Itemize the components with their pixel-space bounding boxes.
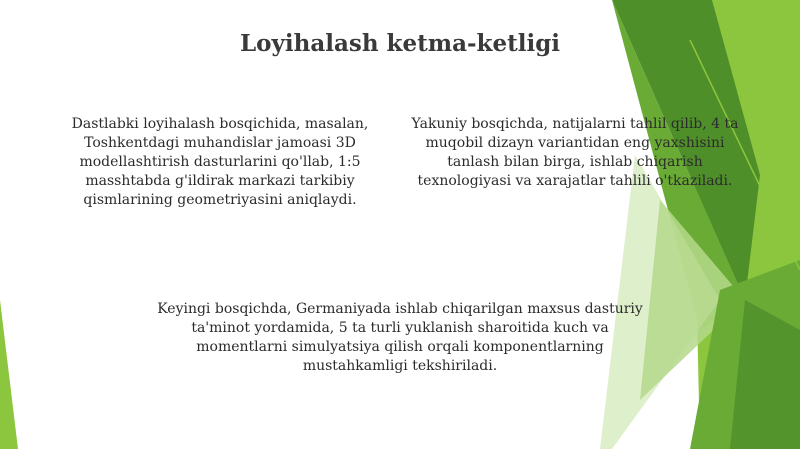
- paragraph-next-stage: Keyingi bosqichda, Germaniyada ishlab chiqarilgan maxsus dasturiy ta'minot yordamida, 5 ta turli yuklanish sharoitida kuch va momentlarni simulyatsiya qilish orqali komponentlarning mustahkamligi tekshiriladi.: [157, 301, 643, 374]
- paragraph-initial-stage: Dastlabki loyihalash bosqichida, masalan, Toshkentdagi muhandislar jamoasi 3D modellashtirish dasturlarini qo'llab, 1:5 masshtabda g'ildirak markazi tarkibiy qismlarining geometriyasini aniqlaydi.: [71, 116, 369, 208]
- slide-title: Loyihalash ketma-ketligi: [239, 30, 561, 57]
- facet-left-corner: [0, 300, 18, 449]
- paragraph-final-stage: Yakuniy bosqichda, natijalarni tahlil qilib, 4 ta muqobil dizayn variantidan eng yaxshisini tanlash bilan birga, ishlab chiqarish texnologiyasi va xarajatlar tahlili o'tkaziladi.: [411, 116, 739, 189]
